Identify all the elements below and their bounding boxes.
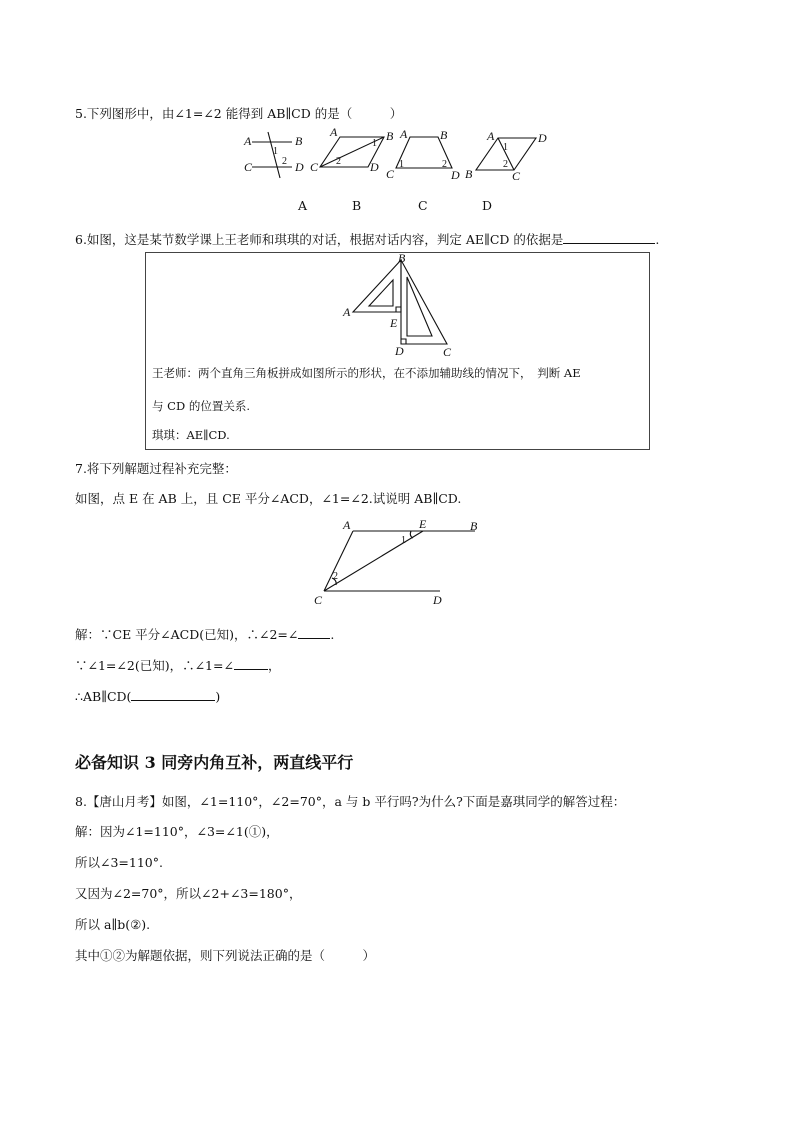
fig-c-angle-2: 2: [442, 159, 447, 170]
q6-teacher-line-2: 与 CD 的位置关系.: [152, 399, 250, 413]
fig-c-angle-1: 1: [399, 159, 404, 170]
q5-text: 5.下列图形中，由∠1=∠2 能得到 AB∥CD 的是（ ）: [75, 106, 403, 121]
q6-label-c: C: [443, 345, 452, 359]
q5-figure-d: [465, 129, 547, 183]
q7-label-a: A: [343, 518, 351, 532]
q7-solution-line-3: [75, 688, 220, 704]
q7-label-d: D: [433, 593, 442, 607]
q8-line-4: 所以 a∥b(②).: [75, 917, 151, 932]
q6-label-e: E: [390, 316, 398, 330]
q5-option-d: D: [482, 198, 493, 213]
q7-angle-2: 2: [333, 571, 338, 582]
q6-label-d: D: [395, 344, 404, 358]
q8-line-3: 又因为∠2=70°，所以∠2+∠3=180°，: [75, 886, 302, 901]
q6-answer-blank[interactable]: [563, 231, 655, 244]
q6-figure: [341, 253, 471, 359]
q5-option-b: B: [352, 198, 362, 213]
q6-student-line: 琪琪：AE∥CD.: [152, 428, 230, 442]
q8-text: 8.【唐山月考】如图，∠1=110°，∠2=70°，a 与 b 平行吗?为什么?下面是嘉琪同学的解答过程：: [75, 794, 626, 809]
fig-a-label-c: C: [244, 160, 253, 174]
q5-figure-b: [310, 126, 394, 174]
q7-label-b: B: [470, 519, 478, 533]
q7-label-c: C: [314, 593, 323, 607]
fig-b-label-c: C: [310, 160, 319, 174]
q7-sol3-end: ): [215, 689, 221, 704]
q7-label-e: E: [419, 517, 427, 531]
fig-b-angle-1: 1: [372, 138, 377, 149]
q6-text: 6.如图，这是某节数学课上王老师和琪琪的对话，根据对话内容，判定 AE∥CD 的依据是 .: [75, 232, 660, 247]
fig-a-label-a: A: [244, 134, 252, 148]
q6-dialog-box: [145, 252, 650, 450]
fig-c-label-c: C: [386, 167, 395, 181]
fig-c-label-d: D: [451, 168, 460, 182]
q7-sol1-end: .: [330, 627, 335, 642]
fig-c-label-b: B: [440, 128, 448, 142]
q6-label-b: B: [398, 253, 406, 265]
fig-b-label-d: D: [370, 160, 379, 174]
q7-blank-1[interactable]: [298, 626, 330, 639]
fig-d-angle-1: 1: [503, 142, 508, 153]
q8-line-2: 所以∠3=110°.: [75, 855, 163, 870]
fig-a-angle-1: 1: [273, 146, 278, 157]
q7-sol3-text: ∴AB∥CD(: [75, 689, 132, 704]
q5-figure-a: [243, 132, 304, 178]
q6-right-angle-e: [396, 307, 401, 312]
fig-d-label-c: C: [512, 169, 521, 183]
q6-big-triangle: [401, 260, 447, 344]
q6-small-triangle-inner: [369, 280, 393, 306]
fig-d-angle-2: 2: [503, 159, 508, 170]
fig-b-label-b: B: [386, 129, 394, 143]
q7-title: 7.将下列解题过程补充完整：: [75, 461, 237, 476]
q7-stem: 如图，点 E 在 AB 上，且 CE 平分∠ACD，∠1=∠2.试说明 AB∥CD.: [75, 491, 462, 506]
q7-blank-2[interactable]: [234, 657, 268, 670]
q6-label-a: A: [343, 305, 351, 319]
q8-line-5: 其中①②为解题依据，则下列说法正确的是（ ）: [75, 948, 376, 963]
q7-blank-3[interactable]: [131, 688, 215, 701]
q5-figures: [240, 126, 560, 186]
fig-a-angle-2: 2: [282, 156, 287, 167]
fig-a-label-b: B: [295, 134, 303, 148]
q6-big-triangle-inner: [407, 277, 432, 336]
q6-text-body: 6.如图，这是某节数学课上王老师和琪琪的对话，根据对话内容，判定 AE∥CD 的依据是: [75, 232, 564, 247]
q5-figure-c: [386, 127, 460, 182]
q8-line-1: 解：因为∠1=110°，∠3=∠1(①)，: [75, 824, 279, 839]
q7-sol1-text: 解：∵CE 平分∠ACD(已知)，∴∠2=∠: [75, 627, 299, 642]
q7-sol2-end: ，: [267, 658, 281, 673]
fig-c-label-a: A: [400, 127, 408, 141]
fig-d-label-d: D: [538, 131, 547, 145]
q7-solution-line-2: [75, 656, 280, 674]
fig-b-angle-2: 2: [336, 156, 341, 167]
q6-teacher-line-1: 王老师：两个直角三角板拼成如图所示的形状，在不添加辅助线的情况下， 判断 AE: [152, 366, 581, 380]
fig-b-label-a: A: [330, 126, 338, 139]
fig-d-label-b: B: [465, 167, 473, 181]
q7-sol2-text: ∵∠1=∠2(已知)，∴∠1=∠: [75, 658, 234, 673]
q7-figure: [305, 516, 495, 608]
fig-a-label-d: D: [295, 160, 304, 174]
q6-small-triangle: [353, 260, 401, 312]
q5-option-c: C: [418, 198, 428, 213]
fig-d-label-a: A: [487, 129, 495, 143]
section-heading: 必备知识 3 同旁内角互补，两直线平行: [75, 753, 354, 772]
q5-option-a: A: [298, 198, 308, 213]
q7-solution-line-1: [75, 625, 334, 643]
q7-angle-1: 1: [401, 535, 406, 546]
